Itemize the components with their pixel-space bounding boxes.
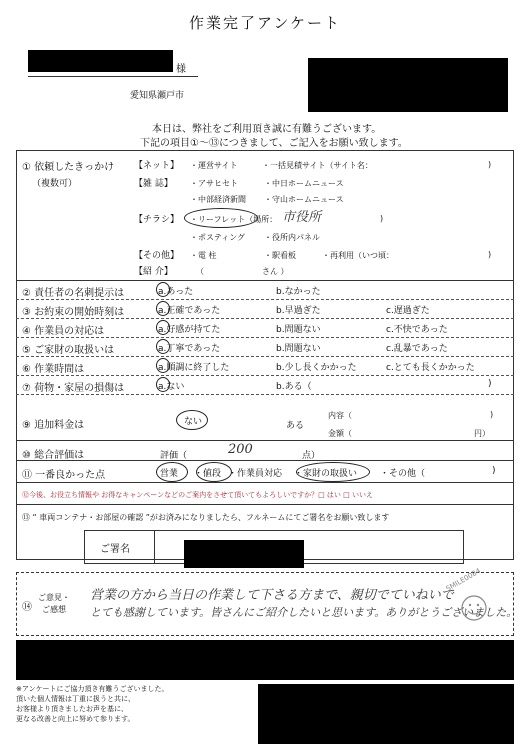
- q1-zasshi-item: ・アサヒセト: [190, 179, 238, 188]
- footer-note: お客様より頂きましたお声を基に、: [16, 705, 128, 713]
- q1-shokai-item: さん ）: [262, 267, 289, 276]
- question-option-b: b.なかった: [276, 287, 321, 297]
- question-option-a: a.正確であった: [158, 306, 221, 316]
- q1-net-item: ・一括見積サイト（サイト名：: [262, 161, 373, 170]
- smile-stamp: [444, 566, 498, 626]
- handwritten-place: 市役所: [282, 210, 322, 225]
- question-label: ⑤ ご家財の取扱いは: [22, 345, 115, 356]
- page-title: 作業完了アンケート: [188, 14, 342, 32]
- row-divider: [16, 504, 514, 505]
- question-option-b: b.少し長くかかった: [276, 363, 357, 373]
- q11-option: ・作業員対応: [228, 469, 283, 479]
- footer-note: ※アンケートにご協力頂き有難うございました。: [16, 685, 169, 693]
- intro-line-1: 本日は、弊社をご利用頂き誠に有難うございます。: [152, 124, 382, 135]
- row-divider: [16, 394, 514, 395]
- q9-aru: ある: [286, 421, 305, 431]
- redacted-footer-band: [16, 640, 514, 680]
- question-option-b: b.ある（: [276, 382, 312, 392]
- q1-sonota-item: ・電 柱: [190, 251, 217, 260]
- handwritten-comment-line-1: 営業の方から当日の作業して下さる方まで、親切でていねいで: [90, 588, 454, 603]
- question-option-b: b.早過ぎた: [276, 306, 321, 316]
- intro-line-2: 下記の項目①～⑬につきまして、ご記入をお願い致します。: [140, 138, 408, 149]
- q1-shokai-label: 【紹 介】: [134, 267, 173, 277]
- row-divider: [16, 337, 514, 338]
- handwritten-comment-line-2: とても感謝しています。皆さんにご紹介したいと思います。ありがとうございました。: [90, 606, 518, 619]
- name-underline: [28, 76, 198, 77]
- handwritten-score: 200: [228, 442, 253, 457]
- footer-note: 更なる改善と向上に努めて参ります。: [16, 715, 135, 723]
- question-option-b: b.問題ない: [276, 325, 321, 335]
- question-option-b: b.問題ない: [276, 344, 321, 354]
- row-divider: [16, 299, 514, 300]
- q10-ten: 点）: [302, 451, 321, 461]
- q1-zasshi-item: ・中日ホームニュース: [264, 179, 344, 188]
- signature-label: ご署名: [100, 544, 130, 555]
- question-option-c: c.とても長くかかった: [386, 363, 475, 373]
- row-divider: [16, 482, 514, 483]
- footer-note: 頂いた個人情報は丁重に扱うと共に、: [16, 695, 135, 703]
- question-label: ⑦ 荷物・家屋の損傷は: [22, 383, 125, 394]
- q11-option: ): [492, 466, 496, 476]
- q1-label: ① 依頼したきっかけ: [22, 162, 115, 173]
- q11-option: ・家財の取扱い: [294, 469, 358, 479]
- row-divider: [16, 356, 514, 357]
- q1-net-item: ・運営サイト: [190, 161, 238, 170]
- redacted-customer-name: [28, 50, 173, 72]
- q9-close: ): [490, 410, 494, 419]
- q1-sub: （複数可）: [32, 179, 78, 189]
- q1-zasshi-item: ・中部経済新聞: [190, 195, 246, 204]
- q14-num: ⑭: [22, 602, 32, 613]
- q1-sonota-label: 【その他】: [134, 251, 180, 261]
- question-option-c: ): [488, 379, 492, 389]
- q1-chirashi-label: 【チラシ】: [134, 215, 180, 225]
- q14-label-1: ご意見・: [38, 593, 70, 602]
- question-option-c: c.乱暴であった: [386, 344, 448, 354]
- question-label: ② 責任者の名刺提示は: [22, 288, 125, 299]
- row-divider: [16, 318, 514, 319]
- q10-hyoka: 評価（: [160, 451, 188, 461]
- q1-chirashi-item: ): [380, 214, 384, 223]
- address: 愛知県瀬戸市: [130, 91, 185, 101]
- question-label: ③ お約束の開始時刻は: [22, 307, 125, 318]
- q9-yen: 円）: [474, 429, 490, 438]
- q1-sonota-item: ・再利用（いつ頃：: [322, 251, 394, 260]
- question-label: ④ 作業員の対応は: [22, 326, 105, 337]
- q11-option: ・値段: [194, 469, 222, 479]
- q9-label: ⑨ 追加料金は: [22, 420, 85, 431]
- q10-label: ⑩ 総合評価は: [22, 450, 85, 461]
- row-divider: [16, 375, 514, 376]
- q1-sonota-item: ・駅看板: [264, 251, 296, 260]
- q14-label-2: ご感想: [42, 605, 66, 614]
- question-option-a: a.丁寧であった: [158, 344, 221, 354]
- q11-label: ⑪ 一番良かった点: [22, 470, 106, 481]
- q1-zasshi-item: ・守山ホームニュース: [264, 195, 344, 204]
- question-label: ⑥ 作業時間は: [22, 364, 85, 375]
- redacted-company-block: [308, 58, 508, 112]
- honorific: 様: [176, 64, 186, 75]
- row-divider: [16, 280, 514, 281]
- question-option-a: a.順調に終了した: [158, 363, 230, 373]
- q11-option: ・その他（: [380, 469, 426, 479]
- signature-divider: [154, 530, 155, 564]
- q9-nai: ない: [184, 417, 203, 427]
- question-option-c: c.不快であった: [386, 325, 448, 335]
- q11-option: 営業: [160, 469, 179, 479]
- q9-naiyo: 内容（: [328, 411, 352, 420]
- question-option-a: a.好感が持てた: [158, 325, 221, 335]
- question-option-a: a.あった: [158, 287, 194, 297]
- q1-zasshi-label: 【雑 誌】: [134, 179, 173, 189]
- q1-net-item: ): [488, 160, 492, 169]
- smile-stamp-text: SMILE0084: [444, 566, 483, 594]
- q1-chirashi-item: ・役所内パネル: [264, 233, 320, 242]
- q1-chirashi-item: ・ポスティング: [190, 233, 246, 242]
- row-divider: [16, 440, 514, 441]
- q1-shokai-item: （: [196, 267, 204, 276]
- row-divider: [16, 460, 514, 461]
- q9-kingaku: 金額（: [328, 429, 352, 438]
- q1-chirashi-item: ・リーフレット（場所：: [190, 215, 278, 224]
- redacted-footer-block: [258, 684, 514, 744]
- q13-text: ⑬ “ 車両コンテナ・お部屋の確認 ”がお済みになりましたら、フルネームにてご署名をお願い致します: [22, 513, 390, 522]
- question-option-a: a.ない: [158, 382, 185, 392]
- q1-sonota-item: ): [488, 250, 492, 259]
- redacted-signature: [184, 540, 304, 568]
- q1-net-label: 【ネット】: [134, 161, 180, 171]
- q12-text: ⑫今後、お役立ち情報や お得なキャンペーンなどのご案内をさせて頂いてもよろしいですか？□ はい □ いいえ: [22, 491, 373, 499]
- question-option-c: c.遅過ぎた: [386, 306, 430, 316]
